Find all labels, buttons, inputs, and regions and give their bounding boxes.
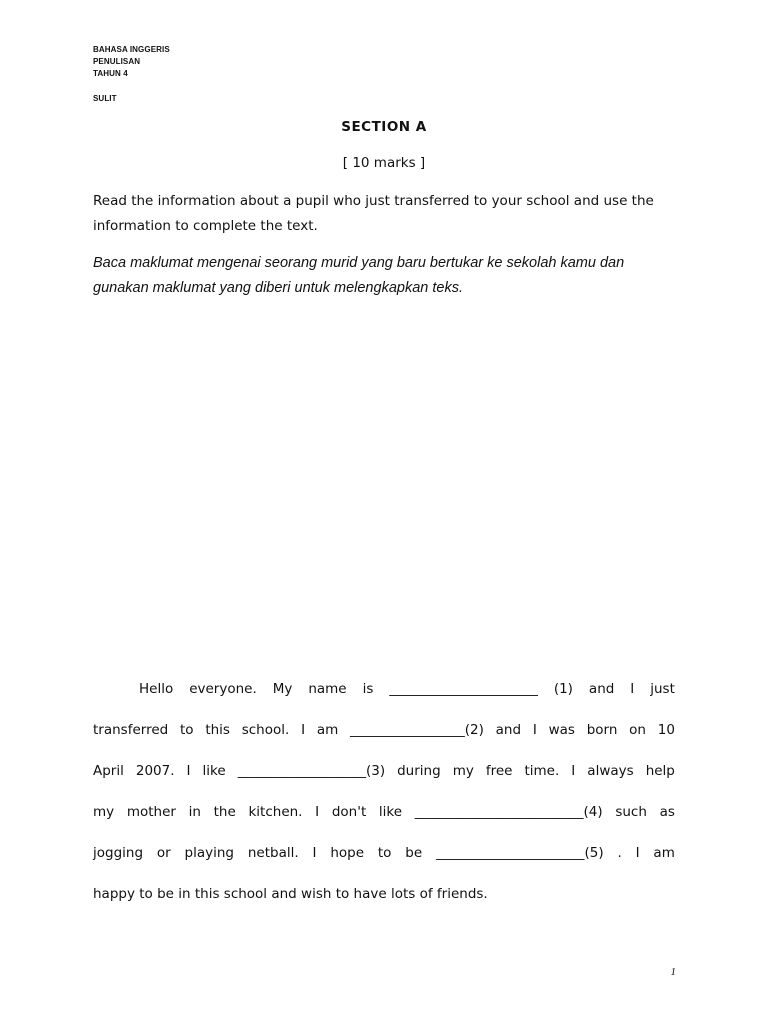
passage-word: in	[188, 804, 201, 820]
passage-word: .	[617, 845, 622, 861]
passage-word: I	[312, 845, 317, 861]
passage-word: the	[213, 804, 236, 820]
passage-word: I	[571, 763, 576, 779]
section-title: SECTION A	[341, 119, 427, 135]
passage-line	[93, 718, 675, 759]
passage-word: playing	[184, 845, 234, 861]
passage-word: name	[308, 681, 347, 697]
classification-label: SULIT	[93, 94, 117, 103]
passage-word: my	[452, 763, 474, 779]
instructions-english: Read the information about a pupil who just transferred to your school and use the information to complete the text.	[93, 193, 654, 234]
passage-word: my	[93, 804, 115, 820]
passage-word: April	[93, 763, 124, 779]
instructions-malay: Baca maklumat mengenai seorang murid yang baru bertukar ke sekolah kamu dan gunakan maklumat yang diberi untuk melengkapkan teks.	[93, 255, 625, 296]
answer-blank: ___________________(3)	[237, 763, 386, 779]
passage-line	[93, 841, 675, 882]
passage-word: Hello	[139, 681, 174, 697]
passage-word: 10	[657, 722, 675, 738]
passage-line	[93, 800, 675, 841]
passage-word: like	[378, 804, 403, 820]
page-number: 1	[670, 966, 676, 978]
passage-word: always	[587, 763, 634, 779]
passage-line	[93, 759, 675, 800]
passage-word: I	[532, 722, 537, 738]
passage-word: jogging	[93, 845, 144, 861]
passage-word: happy to be in this school and wish to have lots of friends.	[93, 886, 488, 902]
passage-line	[93, 882, 675, 923]
paper-label: PENULISAN	[93, 57, 141, 66]
passage-word: school.	[241, 722, 290, 738]
passage-word: and	[588, 681, 615, 697]
passage-word: as	[659, 804, 675, 820]
passage-word: and	[495, 722, 522, 738]
passage-word: (1)	[553, 681, 573, 697]
year-label: TAHUN 4	[93, 69, 128, 78]
answer-blank: _________________________(4)	[414, 804, 603, 820]
passage-word: is	[362, 681, 374, 697]
passage-word: mother	[126, 804, 176, 820]
passage-line	[93, 677, 675, 718]
fill-in-passage	[93, 677, 675, 923]
passage-word: to	[377, 845, 392, 861]
answer-blank: ______________________	[389, 681, 538, 697]
passage-word: am	[653, 845, 675, 861]
passage-word: netball.	[247, 845, 299, 861]
passage-word: be	[405, 845, 423, 861]
document-header	[93, 44, 170, 105]
passage-word: just	[650, 681, 675, 697]
answer-blank: _________________(2)	[350, 722, 484, 738]
passage-word: help	[645, 763, 675, 779]
passage-word: like	[202, 763, 226, 779]
passage-word: My	[272, 681, 293, 697]
passage-word: born	[586, 722, 618, 738]
passage-word: on	[629, 722, 646, 738]
passage-word: don't	[331, 804, 367, 820]
passage-word: everyone.	[189, 681, 257, 697]
passage-word: time.	[524, 763, 560, 779]
subject-label: BAHASA INGGERIS	[93, 45, 170, 54]
passage-word: I	[186, 763, 191, 779]
passage-word: to	[179, 722, 194, 738]
passage-word: was	[548, 722, 575, 738]
passage-word: such	[615, 804, 647, 820]
answer-blank: ______________________(5)	[435, 845, 604, 861]
passage-word: 2007.	[135, 763, 175, 779]
passage-word: hope	[330, 845, 365, 861]
section-marks: [ 10 marks ]	[342, 155, 426, 171]
passage-word: am	[316, 722, 339, 738]
passage-word: I	[635, 845, 640, 861]
passage-word: I	[301, 722, 306, 738]
passage-word: kitchen.	[248, 804, 303, 820]
passage-word: I	[315, 804, 320, 820]
passage-word: I	[630, 681, 635, 697]
passage-word: transferred	[93, 722, 169, 738]
passage-word: free	[485, 763, 513, 779]
passage-word: or	[156, 845, 171, 861]
passage-word: during	[397, 763, 441, 779]
passage-word: this	[205, 722, 230, 738]
